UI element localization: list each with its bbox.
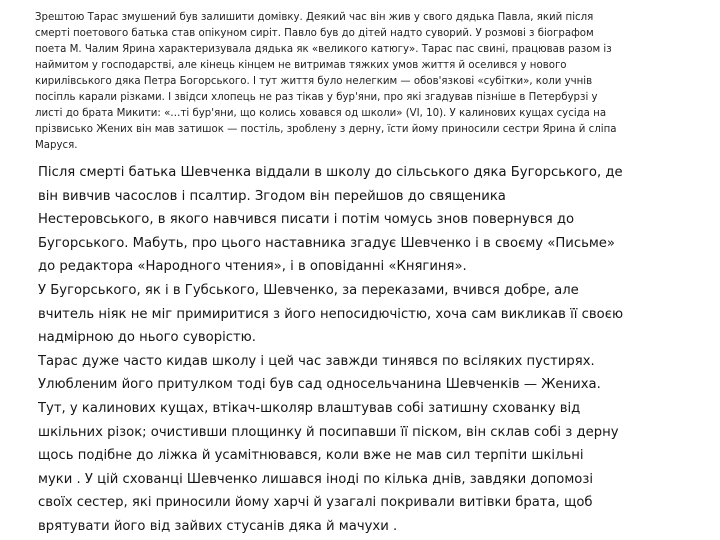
intro-line: посіпль карали різками. І звідси хлопець не раз тікав у бур'яни, про які згадував пізніше в Петербурзі у [35, 92, 598, 103]
main-line: шкільних різок; очистивши площинку й посипавши її піском, він склав собі з дерну [38, 424, 619, 440]
main-line: Улюбленим його притулком тоді був сад односельчанина Шевченків — Жениха. [38, 377, 601, 393]
intro-line: кирилівського дяка Петра Богорського. І тут життя було нелегким — обов'язкові «субітки», коли учнів [35, 76, 593, 87]
main-line: Нестеровського, в якого навчився писати і потім чомусь знов повернувся до [38, 212, 575, 228]
main-line: до редактора «Народного чтения», і в оповіданні «Княгиня». [38, 259, 467, 275]
main-line: врятувати його від зайвих стусанів дяка й мачухи . [38, 518, 398, 534]
main-line: Тарас дуже часто кидав школу і цей час завжди тинявся по всіляких пустирях. [38, 353, 595, 369]
main-line: щось подібне до ліжка й усамітнювався, коли вже не мав сил терпіти шкільні [38, 448, 584, 464]
main-line: Бугорського. Мабуть, про цього наставника згадує Шевченко і в своєму «Письме» [38, 235, 615, 251]
intro-line: Зрештою Тарас змушений був залишити домівку. Деякий час він жив у свого дядька Павла, який після [35, 12, 594, 23]
intro-line: листі до брата Микити: «…ті бур'яни, що колись ховався од школи» (VI, 10). У калинових кущах сусіда на [35, 108, 607, 119]
main-line: У Бугорського, як і в Губського, Шевченко, за переказами, вчився добре, але [38, 282, 579, 298]
main-paragraph [38, 161, 698, 539]
intro-line: Маруся. [35, 140, 78, 151]
main-line: своїх сестер, які приносили йому харчі й узагалі покривали витівки брата, щоб [38, 495, 593, 511]
main-line: муки . У цій схованці Шевченко лишався іноді по кілька днів, завдяки допомозі [38, 471, 594, 487]
intro-line: поета М. Чалим Ярина характеризувала дядька як «великого катюгу». Тарас пас свині, працював разом із [35, 44, 612, 55]
main-line: вчитель ніяк не міг примиритися з його непосидючістю, хоча сам викликав її своєю [38, 306, 624, 322]
intro-paragraph [35, 10, 690, 154]
intro-line: прізвисько Жених він мав затишок — постіль, зроблену з дерну, їсти йому приносили сестри Ярина й сліпа [35, 124, 617, 135]
main-line: Після смерті батька Шевченка віддали в школу до сільського дяка Бугорського, де [38, 165, 623, 180]
main-line: надмірною до нього суворістю. [38, 330, 256, 346]
intro-line: наймитом у господарстві, але кінець кінцем не витримав тяжких умов життя й оселився у нового [35, 60, 567, 71]
main-line: Тут, у калинових кущах, втікач-школяр влаштував собі затишну схованку від [38, 400, 581, 416]
main-line: він вивчив часослов і псалтир. Згодом він перейшов до священика [38, 188, 506, 204]
intro-line: смерті поетового батька став опікуном сиріт. Павло був до дітей надто суворий. У розмові з біографом [35, 28, 594, 39]
